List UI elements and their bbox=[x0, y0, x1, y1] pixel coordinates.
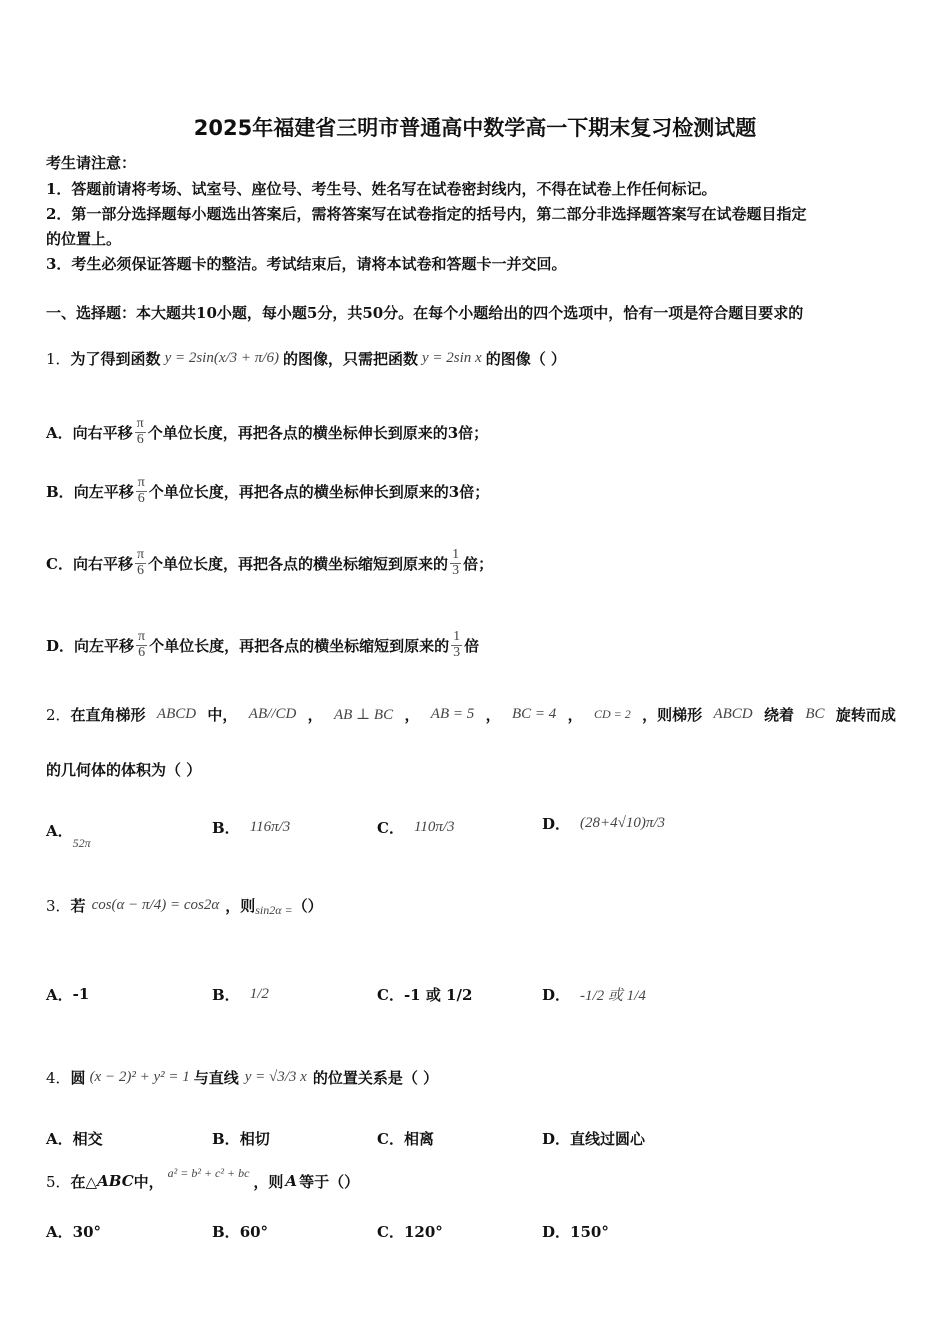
question-1 bbox=[46, 336, 566, 380]
option-text: 向右平移 bbox=[72, 423, 133, 442]
question-text: 等于（） bbox=[299, 1172, 360, 1191]
option-value: 120° bbox=[403, 1223, 443, 1241]
notice-item: 的位置上。 bbox=[46, 230, 122, 248]
question-number: 2． bbox=[46, 705, 71, 724]
formula: ABC bbox=[97, 1172, 134, 1190]
formula: y = √3/3 x bbox=[244, 1068, 307, 1085]
option-c[interactable] bbox=[46, 538, 493, 588]
question-text: 在直角梯形 bbox=[70, 705, 146, 724]
option-value: (28+4√10)π/3 bbox=[580, 814, 666, 831]
question-text: 中， bbox=[207, 705, 238, 724]
question-text: ，则 bbox=[253, 1172, 284, 1191]
formula: AB ⊥ BC bbox=[333, 706, 394, 723]
question-text: ，则 bbox=[225, 896, 256, 915]
option-text: 倍； bbox=[463, 554, 494, 573]
question-text: 圆 bbox=[70, 1068, 86, 1087]
question-text: 的图像，只需把函数 bbox=[282, 349, 418, 368]
option-c[interactable] bbox=[377, 1128, 434, 1149]
option-text: 个单位长度，再把各点的横坐标缩短到原来的 bbox=[148, 554, 449, 573]
option-a[interactable] bbox=[46, 974, 89, 1014]
question-number: 5． bbox=[46, 1172, 71, 1191]
formula: A bbox=[285, 1172, 298, 1190]
formula: ABCD bbox=[156, 705, 197, 722]
question-text: 若 bbox=[70, 896, 86, 915]
option-text: 向右平移 bbox=[72, 554, 133, 573]
option-value: 相交 bbox=[72, 1130, 103, 1148]
fraction: $\frac{\pi}{6}$ bbox=[138, 628, 146, 660]
question-text: 的位置关系是（ ） bbox=[312, 1068, 439, 1087]
option-b[interactable] bbox=[212, 1128, 270, 1149]
formula: y = 2sin x bbox=[421, 349, 482, 366]
option-d[interactable] bbox=[46, 620, 479, 670]
option-label: D． bbox=[542, 985, 571, 1004]
option-a[interactable] bbox=[46, 412, 488, 452]
option-d[interactable] bbox=[542, 974, 646, 1014]
notice-heading: 考生请注意： bbox=[46, 154, 137, 172]
formula: ABCD bbox=[713, 705, 753, 722]
option-label: B． bbox=[212, 818, 240, 837]
option-d[interactable] bbox=[542, 1128, 645, 1149]
option-text: 向左平移 bbox=[73, 482, 134, 501]
option-b[interactable] bbox=[212, 805, 290, 849]
option-label: A． bbox=[46, 1130, 73, 1148]
option-value: 直线过圆心 bbox=[570, 1130, 646, 1148]
option-text: 倍 bbox=[464, 636, 480, 655]
question-text: 为了得到函数 bbox=[70, 349, 161, 368]
fraction: $\frac{\pi}{6}$ bbox=[137, 474, 145, 506]
page-title: 2025年福建省三明市普通高中数学高一下期末复习检测试题 bbox=[193, 116, 757, 140]
option-text: 个单位长度，再把各点的横坐标伸长到原来的3倍； bbox=[147, 423, 489, 442]
formula: CD = 2 bbox=[593, 706, 631, 721]
fraction: $\frac{\pi}{6}$ bbox=[136, 546, 145, 578]
formula: (x − 2)² + y² = 1 bbox=[89, 1068, 190, 1085]
option-text: 向左平移 bbox=[74, 636, 135, 655]
question-2: 2．在直角梯形 ABCD 中， AB//CD ， AB ⊥ BC ， AB = 5 ， BC = 4 ， CD = 2 ，则梯形 ABCD 绕着 BC 旋转而成 bbox=[46, 705, 896, 724]
option-value: -1 bbox=[72, 985, 90, 1003]
option-label: B． bbox=[212, 985, 240, 1004]
formula: BC = 4 bbox=[511, 705, 557, 722]
formula: AB//CD bbox=[248, 705, 297, 722]
question-number: 3． bbox=[46, 896, 71, 915]
fraction: $\frac{\pi}{6}$ bbox=[136, 415, 144, 447]
question-text: 的几何体的体积为（ ） bbox=[46, 761, 202, 779]
formula: BC bbox=[805, 705, 825, 722]
option-label: B． bbox=[46, 482, 74, 501]
option-label: A． bbox=[46, 1223, 73, 1241]
option-c[interactable] bbox=[377, 805, 455, 849]
option-b[interactable] bbox=[46, 471, 489, 511]
option-value: 60° bbox=[239, 1223, 269, 1241]
option-value: 1/2 bbox=[249, 985, 269, 1002]
option-label: D． bbox=[542, 1130, 571, 1148]
option-value: 110π/3 bbox=[413, 818, 455, 835]
option-label: A． bbox=[46, 423, 73, 442]
question-text: 旋转而成 bbox=[835, 705, 896, 724]
option-value: -1 或 1/2 bbox=[403, 985, 473, 1004]
option-label: B． bbox=[212, 1130, 240, 1148]
notice-item: 3．考生必须保证答题卡的整洁。考试结束后，请将本试卷和答题卡一并交回。 bbox=[46, 255, 567, 273]
option-label: B． bbox=[212, 1223, 240, 1241]
option-label: C． bbox=[377, 818, 404, 837]
option-label: A． bbox=[46, 985, 73, 1004]
formula: a² = b² + c² + bc bbox=[167, 1165, 250, 1180]
question-text: ，则梯形 bbox=[642, 705, 703, 724]
question-text: 的图像（ ） bbox=[485, 349, 566, 368]
question-5 bbox=[46, 1163, 359, 1199]
question-text: （） bbox=[292, 896, 323, 915]
option-d[interactable] bbox=[542, 793, 665, 853]
question-number: 1． bbox=[46, 349, 71, 368]
notice-item: 1．答题前请将考场、试室号、座位号、考生号、姓名写在试卷密封线内，不得在试卷上作任何标记。 bbox=[46, 180, 717, 198]
option-a[interactable] bbox=[46, 1221, 101, 1242]
question-text: 绕着 bbox=[763, 705, 794, 724]
option-text: 个单位长度，再把各点的横坐标缩短到原来的 bbox=[149, 636, 450, 655]
formula: y = 2sin(x/3 + π/6) bbox=[164, 349, 279, 366]
option-value: 150° bbox=[570, 1223, 609, 1241]
option-value: 相切 bbox=[239, 1130, 270, 1148]
option-value: 相离 bbox=[403, 1130, 434, 1148]
option-label: C． bbox=[377, 985, 404, 1004]
option-value: 116π/3 bbox=[249, 818, 291, 835]
formula: cos(α − π/4) = cos2α bbox=[91, 896, 220, 913]
option-c[interactable] bbox=[377, 974, 472, 1014]
question-text: 与直线 bbox=[193, 1068, 239, 1087]
fraction: $\frac{1}{3}$ bbox=[452, 546, 460, 578]
option-label: A． bbox=[46, 821, 73, 840]
option-label: D． bbox=[46, 636, 75, 655]
question-text: 中， bbox=[133, 1172, 164, 1191]
section-heading: 一、选择题：本大题共10小题，每小题5分，共50分。在每个小题给出的四个选项中，恰有一项是符合题目要求的 bbox=[46, 304, 804, 322]
question-number: 4． bbox=[46, 1068, 71, 1087]
formula: sin2α = bbox=[255, 902, 293, 917]
fraction: $\frac{1}{3}$ bbox=[453, 628, 461, 660]
option-a[interactable] bbox=[46, 810, 91, 850]
option-value: 30° bbox=[72, 1223, 102, 1241]
option-a[interactable] bbox=[46, 1128, 103, 1149]
option-label: D． bbox=[542, 1223, 571, 1241]
formula: AB = 5 bbox=[430, 705, 475, 722]
question-4 bbox=[46, 1050, 438, 1104]
option-value: -1/2 或 1/4 bbox=[580, 987, 646, 1004]
option-c[interactable] bbox=[377, 1221, 443, 1242]
question-3 bbox=[46, 880, 323, 930]
option-label: C． bbox=[46, 554, 73, 573]
question-text: 在△ bbox=[70, 1172, 98, 1191]
option-text: 个单位长度，再把各点的横坐标伸长到原来的3倍； bbox=[148, 482, 490, 501]
option-b[interactable] bbox=[212, 974, 269, 1014]
notice-item: 2．第一部分选择题每小题选出答案后，需将答案写在试卷指定的括号内，第二部分非选择题答案写在试卷题目指定 bbox=[46, 205, 807, 223]
option-label: C． bbox=[377, 1223, 404, 1241]
option-label: D． bbox=[542, 814, 571, 833]
option-label: C． bbox=[377, 1130, 404, 1148]
option-d[interactable] bbox=[542, 1221, 609, 1242]
option-b[interactable] bbox=[212, 1221, 268, 1242]
option-value: 52π bbox=[72, 835, 91, 850]
